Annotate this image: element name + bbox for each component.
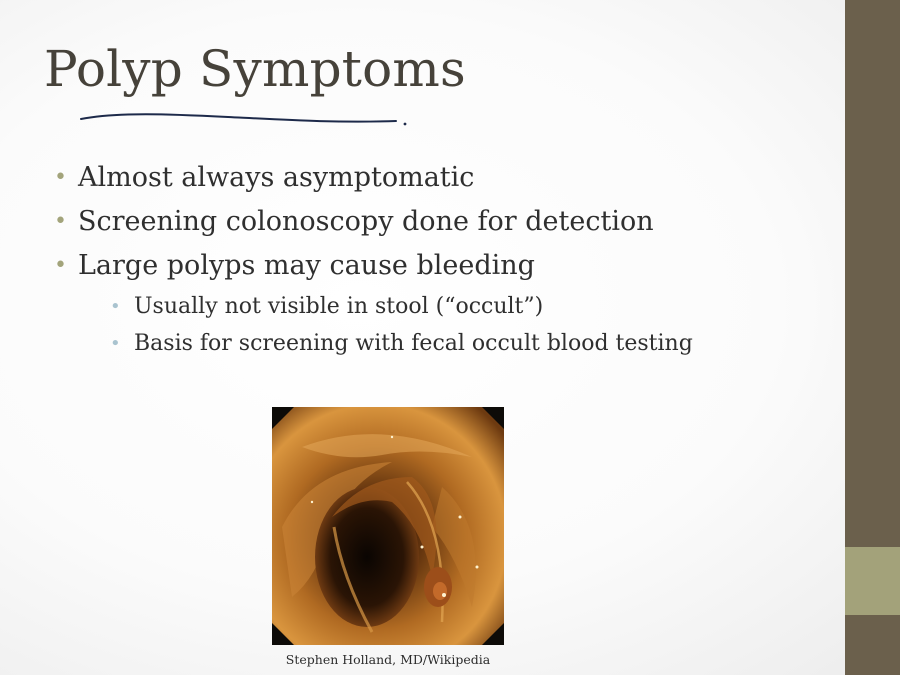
bullet-item (52, 244, 693, 362)
bullet-marker: • (54, 165, 67, 190)
subbullet-text: Basis for screening with fecal occult blood testing (134, 331, 693, 356)
bullet-text: Almost always asymptomatic (78, 162, 475, 193)
bullet-item (52, 156, 693, 200)
subbullet-item (78, 288, 693, 325)
subbullet-list (78, 288, 693, 362)
bullet-text: Large polyps may cause bleeding (78, 250, 535, 281)
bullet-item (52, 200, 693, 244)
slide-title: Polyp Symptoms (44, 40, 466, 98)
colonoscopy-image (272, 407, 504, 645)
subbullet-item (78, 325, 693, 362)
handwritten-underline-annotation (78, 108, 418, 132)
colonoscopy-photo-illustration (272, 407, 504, 645)
subbullet-marker: • (110, 296, 121, 317)
subbullet-marker: • (110, 333, 121, 354)
slide-sidebar-accent (845, 547, 900, 615)
bullet-marker: • (54, 209, 67, 234)
bullet-text: Screening colonoscopy done for detection (78, 206, 654, 237)
bullet-marker: • (54, 253, 67, 278)
subbullet-text: Usually not visible in stool (“occult”) (134, 294, 544, 319)
image-credit-caption: Stephen Holland, MD/Wikipedia (285, 652, 491, 667)
bullet-list (52, 156, 693, 362)
